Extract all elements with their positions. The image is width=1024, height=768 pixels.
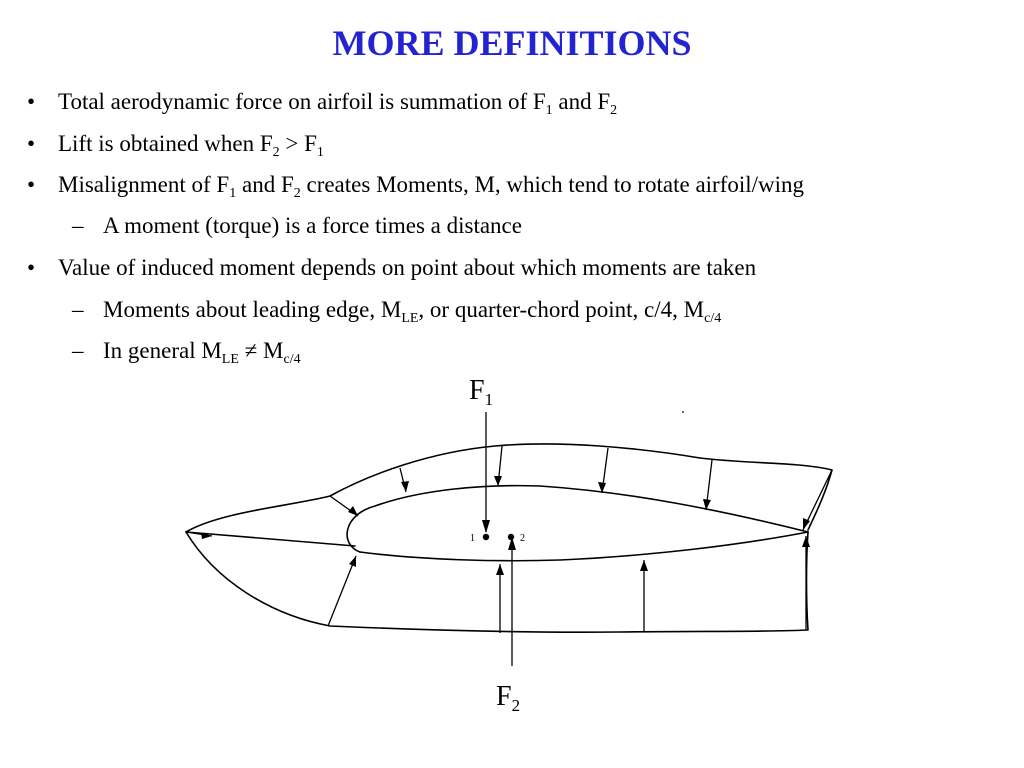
bullet-text: Misalignment of F — [58, 172, 230, 197]
bullet-text: ≠ M — [238, 338, 284, 363]
bullet-text: In general M — [103, 338, 222, 363]
subscript: 1 — [316, 145, 324, 160]
subscript: 1 — [545, 103, 553, 118]
subscript: LE — [401, 311, 419, 326]
airfoil-lower-surface — [360, 532, 808, 561]
bullet-text: Lift is obtained when F — [58, 131, 273, 156]
bullet-text: A moment (torque) is a force times a distance — [103, 213, 522, 238]
slide-title: MORE DEFINITIONS — [332, 23, 692, 63]
bullet-marker: • — [27, 131, 36, 156]
bullet-marker: • — [27, 172, 36, 197]
subscript: c/4 — [704, 311, 722, 326]
f2-subscript: 2 — [511, 696, 521, 715]
subscript: c/4 — [283, 352, 301, 367]
f1-subscript: 1 — [484, 390, 494, 409]
subscript: 2 — [272, 145, 280, 160]
bullet-text: > F — [279, 131, 317, 156]
subscript: 2 — [610, 103, 618, 118]
bullet-marker: • — [27, 89, 36, 114]
bullet-text: Total aerodynamic force on airfoil is summation of F — [58, 89, 546, 114]
subscript: 1 — [229, 186, 237, 201]
bullet-text: and F — [552, 89, 611, 114]
dash-marker: – — [72, 338, 84, 363]
bullet-text: Value of induced moment depends on point about which moments are taken — [58, 255, 757, 280]
airfoil-upper-surface — [347, 486, 808, 552]
subscript: LE — [221, 352, 239, 367]
dash-marker: – — [72, 213, 84, 238]
bullet-marker: • — [27, 255, 36, 280]
bullet-text: Moments about leading edge, M — [103, 297, 402, 322]
dash-marker: – — [72, 297, 84, 322]
chord-line — [186, 532, 355, 546]
f1-letter: F — [469, 375, 485, 406]
subscript: 2 — [293, 186, 301, 201]
bullet-text: creates Moments, M, which tend to rotate airfoil/wing — [300, 172, 805, 197]
point-1-label: 1 — [470, 533, 475, 544]
point-2-label: 2 — [520, 533, 525, 544]
pressure-envelope-upper — [186, 444, 832, 532]
f2-letter: F — [496, 681, 512, 712]
f1-label — [469, 375, 494, 409]
bullet-text: , or quarter-chord point, c/4, M — [418, 297, 705, 322]
bullet-text: and F — [236, 172, 294, 197]
f2-label — [496, 681, 521, 715]
